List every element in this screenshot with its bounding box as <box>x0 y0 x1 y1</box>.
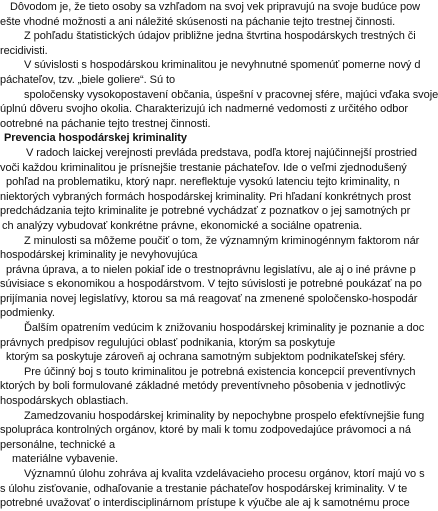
text-line: prijímania novej legislatívy, ktorou sa má reagovať na zmenené spoločensko-hospodár <box>0 292 418 305</box>
text-line: V radoch laickej verejnosti prevláda predstava, podľa ktorej najúčinnejší prostried <box>26 146 417 159</box>
text-line: Významnú úlohu zohráva aj kvalita vzdelávacieho procesu orgánov, ktorí majú vo s <box>24 468 425 480</box>
text-line: ktorých by boli formulované základné metódy preventívneho pôsobenia v jednotlivýc <box>0 380 406 393</box>
text-line: ootrebné na páchanie tejto trestnej činnosti. <box>0 117 211 130</box>
text-line: spolupráca kontrolných orgánov, ktoré by mali k tomu zodpovedajúce právomoci a ná <box>0 424 411 437</box>
text-line: pohľad na problematiku, ktorý napr. nereflektuje vysokú latenciu tejto kriminality, n <box>6 176 400 189</box>
text-line: páchateľov, tzv. „biele goliere“. Sú to <box>0 73 176 86</box>
text-line: ešte vhodné možnosti a ani náležité skúsenosti na páchanie tejto trestnej činnosti. <box>0 15 396 28</box>
text-line: Dôvodom je, že tieto osoby sa vzhľadom na svoj vek pripravujú na svoje budúce pow <box>10 1 421 13</box>
text-line: materiálne vybavenie. <box>12 453 118 466</box>
text-line: hospodárskej kriminality je nevyhovujúca <box>0 249 198 262</box>
text-line: s úlohu zisťovanie, odhaľovanie a trestanie páchateľov hospodárskej kriminality. V te <box>0 482 408 495</box>
text-line: Z pohľadu štatistických údajov približne jedna štvrtina hospodárskych trestných či <box>24 30 416 43</box>
text-line: personálne, technické a <box>0 438 116 451</box>
text-line: potrebné uvažovať o interdisciplinárnom prístupe k výučbe ale aj k samotnému proce <box>0 497 410 510</box>
text-line: Z minulosti sa môžeme poučiť o tom, že významným kriminogénnym faktorom nár <box>24 234 420 247</box>
text-line: podmienky. <box>0 307 55 320</box>
text-line: Ďalším opatrením vedúcim k znižovaniu hospodárskej kriminality je poznanie a doc <box>24 322 425 335</box>
text-line: recidivisti. <box>0 44 48 57</box>
text-line: ktorým sa poskytuje zároveň aj ochrana samotným subjektom podnikateľskej sféry. <box>6 351 406 364</box>
text-line: niektorých vybraných formách hospodárskej kriminality. Pri hľadaní konkrétnych prost <box>0 190 411 203</box>
text-line: hospodárskych oblastiach. <box>0 395 129 408</box>
text-line: právna úprava, a to nielen pokiaľ ide o trestnoprávnu legislatívu, ale aj o iné právne p <box>6 263 416 276</box>
text-line: Pre účinný boj s touto kriminalitou je potrebná existencia koncepcií preventívnych <box>24 365 416 378</box>
text-line: súvisiace s ekonomikou a hospodárstvom. V tejto súvislosti je potrebné poukázať na po <box>0 278 422 291</box>
text-line: predchádzania tejto kriminalite je potrebné vychádzať z poznatkov o jej samotných pr <box>0 205 411 218</box>
section-heading: Prevencia hospodárskej kriminality <box>4 132 187 145</box>
text-line: úplnú dôveru svojho okolia. Charakterizujú ich nadmerné vedomosti z určitého odbor <box>0 103 409 116</box>
text-line: ch analýzy vybudovať konkrétne právne, ekonomické a sociálne opatrenia. <box>2 219 363 232</box>
text-line: Zamedzovaniu hospodárskej kriminality by nepochybne prospelo efektívnejšie fung <box>24 409 425 422</box>
text-line: právnych predpisov regulujúci oblasť podnikania, ktorým sa poskytuje <box>0 336 336 349</box>
text-line: spoločensky vysokopostavení občania, úspešní v pracovnej sfére, majúci vďaka svoje <box>24 88 438 101</box>
text-line: voči každou kriminalitou je prísnejšie trestanie páchateľov. Ide o veľmi zjednodušený <box>0 161 407 174</box>
text-line: V súvislosti s hospodárskou kriminalitou je nevyhnutné spomenúť pomerne nový d <box>24 59 421 72</box>
